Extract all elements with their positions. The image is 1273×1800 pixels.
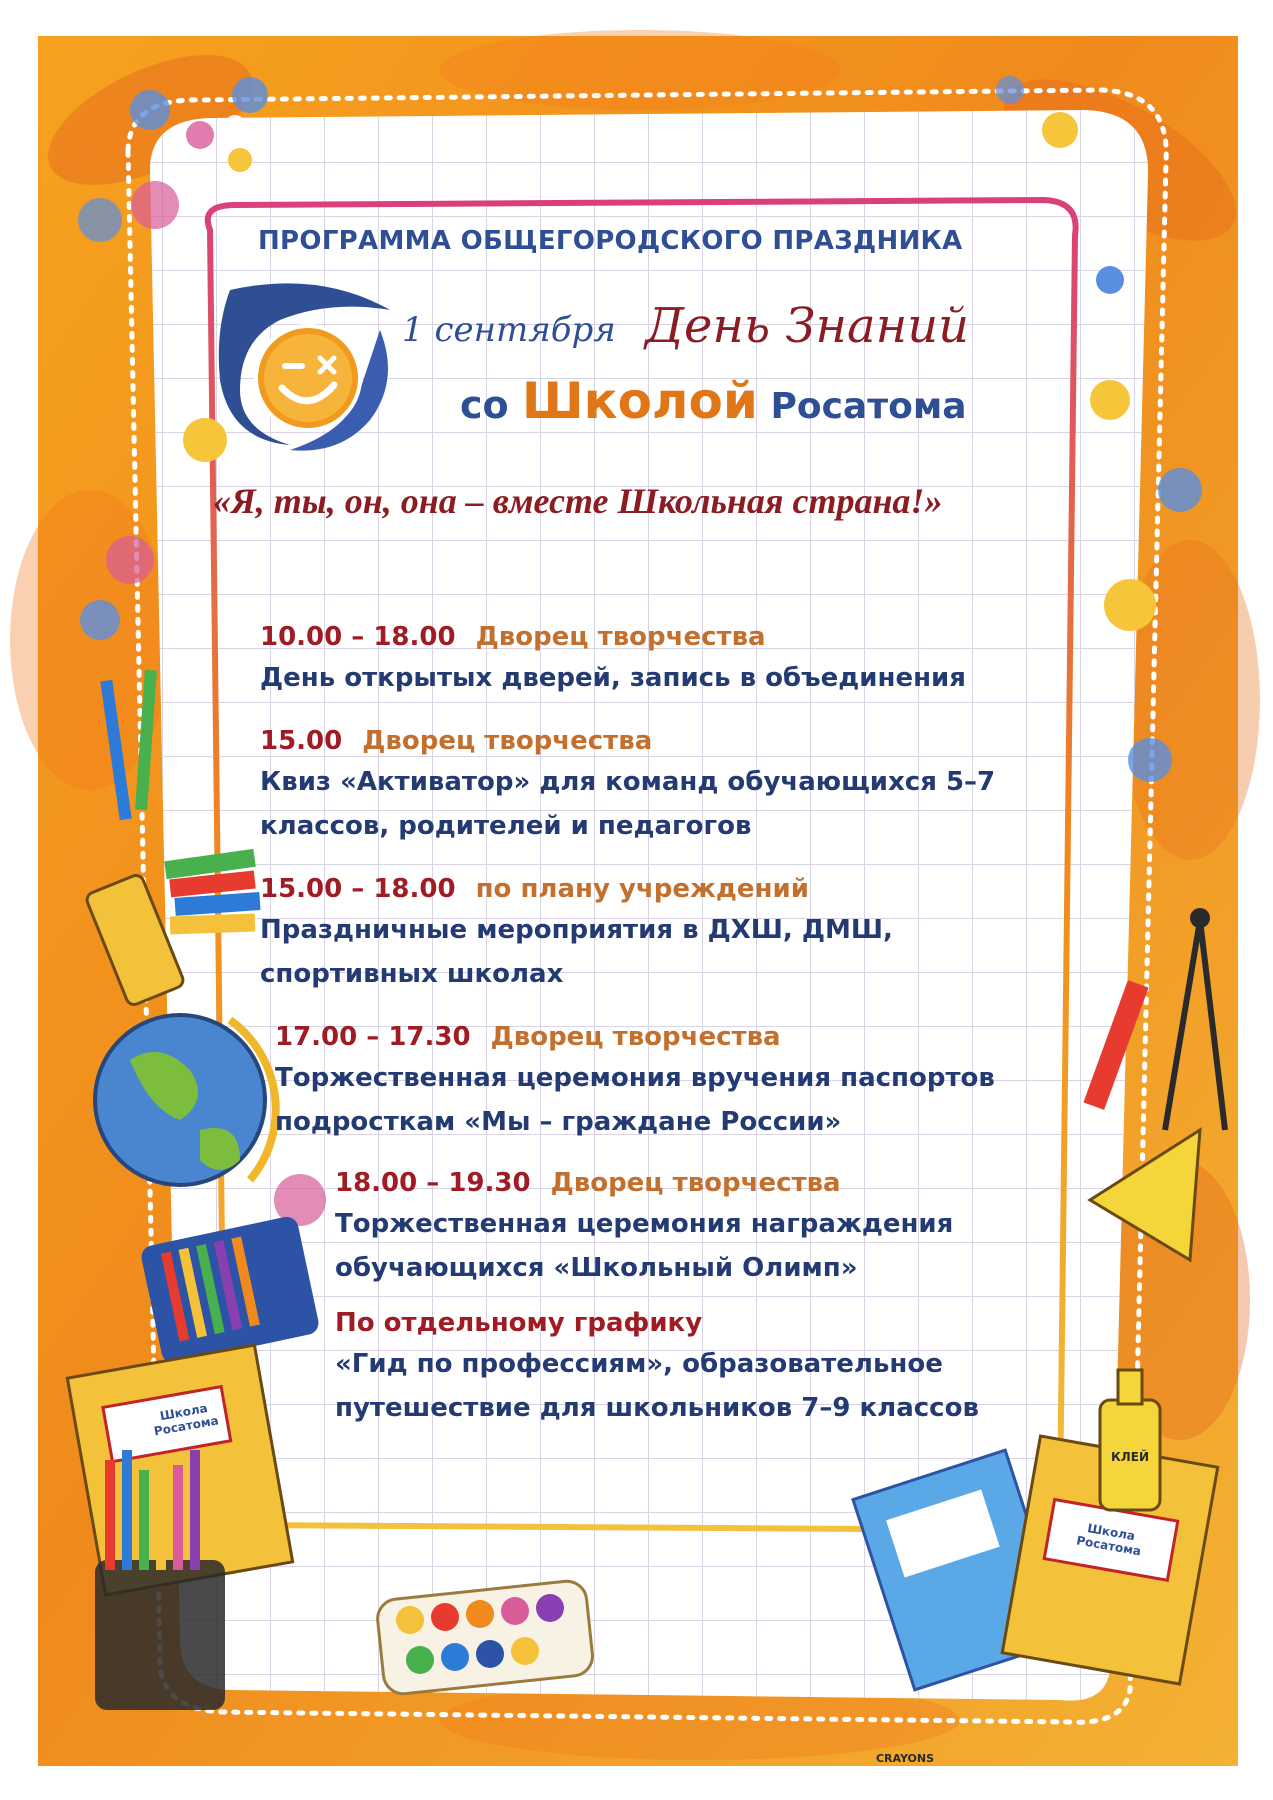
school-line-part3: Росатома [757, 386, 967, 427]
slogan: «Я, ты, он, она – вместе Школьная страна!» [213, 481, 943, 521]
event-item [260, 622, 1060, 700]
event-item [275, 1022, 1065, 1144]
event-time: 18.00 – 19.30 [335, 1168, 531, 1198]
event-description: Праздничные мероприятия в ДХШ, ДМШ, спортивных школах [260, 915, 893, 989]
school-line-part2: Школой [521, 372, 758, 430]
event-time: 17.00 – 17.30 [275, 1022, 471, 1052]
event-place: Дворец творчества [550, 1168, 841, 1198]
event-item [335, 1168, 1055, 1290]
event-item [260, 726, 1060, 848]
event-item [260, 874, 1000, 996]
event-place: Дворец творчества [362, 726, 653, 756]
day-title: День Знаний [645, 298, 970, 354]
event-description: День открытых дверей, запись в объединения [260, 663, 966, 693]
event-description: Торжественная церемония награждения обучающихся «Школьный Олимп» [335, 1209, 954, 1283]
school-line-part1: со [460, 383, 522, 427]
glue-label: КЛЕЙ [1110, 1450, 1149, 1464]
event-time: По отдельному графику [335, 1308, 703, 1338]
event-date: 1 сентября [402, 310, 616, 350]
event-description: Квиз «Активатор» для команд обучающихся 5–7 классов, родителей и педагогов [260, 767, 996, 841]
event-time: 15.00 [260, 726, 343, 756]
event-time: 10.00 – 18.00 [260, 622, 456, 652]
crayon-box-label: CRAYONS [875, 1752, 935, 1765]
event-description: «Гид по профессиям», образовательное путешествие для школьников 7–9 классов [335, 1349, 979, 1423]
event-place: по плану учреждений [475, 874, 809, 904]
event-time: 15.00 – 18.00 [260, 874, 456, 904]
event-description: Торжественная церемония вручения паспортов подросткам «Мы – граждане России» [275, 1063, 995, 1137]
notebook-label: Школа Росатома [152, 1401, 220, 1439]
event-place: Дворец творчества [475, 622, 766, 652]
event-item [335, 1308, 1055, 1430]
event-place: Дворец творчества [490, 1022, 781, 1052]
program-title: ПРОГРАММА ОБЩЕГОРОДСКОГО ПРАЗДНИКА [258, 226, 963, 256]
notebook-label-right: Школа Росатома [1075, 1521, 1143, 1559]
